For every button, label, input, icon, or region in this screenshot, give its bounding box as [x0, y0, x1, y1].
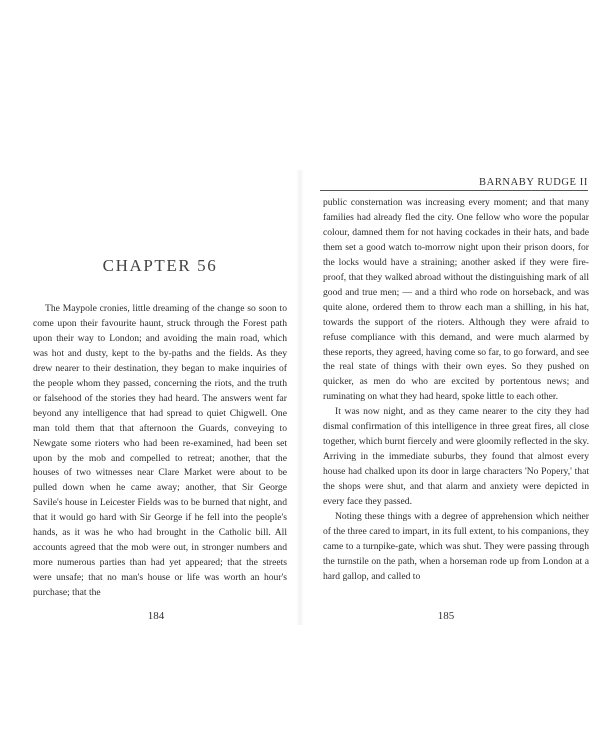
chapter-title: CHAPTER 56: [102, 256, 218, 275]
paragraph: The Maypole cronies, little dreaming of the change so soon to come upon their favourite haunt, struck through the Forest path upon their way to London; and avoiding the main road, which was hot and dusty, kept to the by-paths and the fields. As they drew nearer to their destination, they began to make inquiries of the people whom they passed, concerning the riots, and the truth or falsehood of the stories they had heard. The answers went far beyond any intelligence that had spread to quiet Chigwell. One man told them that that afternoon the Guards, conveying to Newgate some rioters who had been re-examined, had been set upon by the mob and compelled to retreat; another, that the houses of two witnesses near Clare Market were about to be pulled down when he came away; another, that Sir George Savile's house in Leicester Fields was to be burned that night, and that it would go hard with Sir George if he fell into the people's hands, as it was he who had brought in the Catholic bill. All accounts agreed that the mob were out, in stronger numbers and more numerous parties than had yet appeared; that the streets were unsafe; that no man's house or life was worth an hour's purchase; that the: [33, 303, 287, 599]
paragraph: It was now night, and as they came nearer to the city they had dismal confirmation of this intelligence in three great fires, all close together, which burnt fiercely and were gloomily reflected in the sky. Arriving in the immediate suburbs, they found that almost every house had chalked upon its door in large characters 'No Popery,' that the shops were shut, and that alarm and anxiety were depicted in every face they passed.: [323, 406, 589, 508]
running-header: BARNABY RUDGE II: [479, 177, 588, 188]
page-number-right: 185: [437, 610, 455, 622]
paragraph: public consternation was increasing every moment; and that many families had already fled the city. One fellow who wore the popular colour, damned them for not having cockades in their hats, and bade them set a good watch to-morrow night upon their prison doors, for the locks would have a straining; another asked if they were fire-proof, that they walked abroad without the distinguishing mark of all good and true men; — and a third who rode on horseback, and was quite alone, ordered them to throw each man a shilling, in his hat, towards the support of the rioters. Although they were afraid to refuse compliance with this demand, and were much alarmed by these reports, they agreed, having come so far, to go forward, and see the real state of things with their own eyes. So they pushed on quicker, as men do who are excited by portentous news; and ruminating on what they had heard, spoke little to each other.: [323, 197, 590, 403]
paragraph: Noting these things with a degree of apprehension which neither of the three cared to impart, in its full extent, to his companions, they came to a turnpike-gate, which was shut. They were passing through the turnstile on the path, when a horseman rode up from London at a hard gallop, and called to: [323, 511, 589, 582]
left-page-body: [33, 302, 287, 601]
right-page: [300, 0, 600, 750]
header-rule: [320, 190, 588, 191]
right-page-body: [323, 196, 589, 585]
page-number-left: 184: [147, 610, 165, 622]
